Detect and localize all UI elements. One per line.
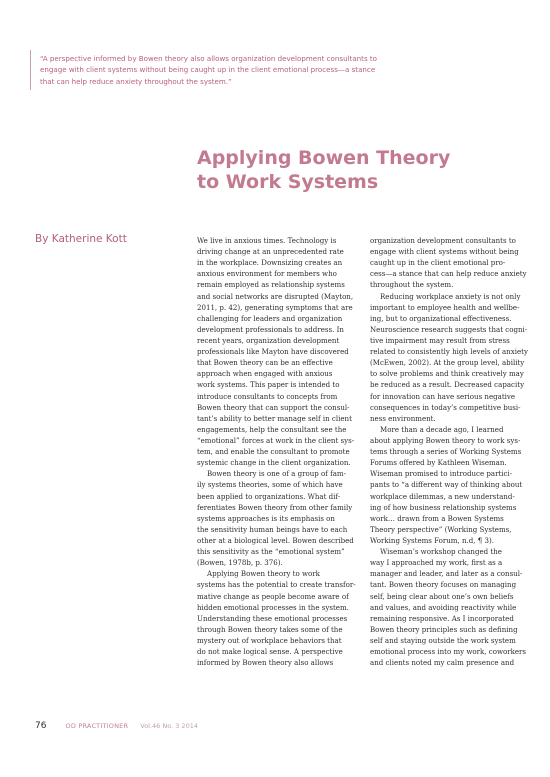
body-text-line: Wiseman’s workshop changed the [380,547,502,557]
body-text-line: approach when engaged with anxious [197,369,333,379]
body-text-line: hidden emotional processes in the system. [197,602,349,612]
body-text-line: recent years, organization development [197,335,340,345]
body-text-line: ness environment. [370,413,436,423]
body-text-line: Theory perspective” (Working Systems, [370,524,512,534]
body-text-line: self and staying outside the work system [370,635,516,645]
body-text-line: about applying Bowen theory to work sys- [370,435,521,445]
body-text-line: We live in anxious times. Technology is [197,236,337,245]
body-text-line: that Bowen theory can be an effective [197,358,333,368]
body-column-left [197,235,359,668]
article-title-line: Applying Bowen Theory [197,147,451,169]
body-text-line: way I approached my work, first as a [370,558,503,568]
body-text-line: throughout the system. [370,280,454,290]
body-text-line: remaining responsive. As I incorporated [370,613,514,623]
body-text-line: “emotional” forces at work in the client sys- [197,435,355,445]
body-text-line: be reduced as a result. Decreased capacity [370,380,525,390]
body-text-line: informed by Bowen theory also allows [197,658,334,668]
body-text-line: ily systems theories, some of which have [197,480,343,490]
body-text-line: systemic change in the client organization. [197,458,351,468]
body-text-line: professionals like Mayton have discovered [197,347,349,357]
body-text-line: systems has the potential to create transfor- [197,580,356,590]
body-text-line: (Bowen, 1978b, p. 376). [197,558,283,568]
body-text-line: 2011, p. 42), generating symptoms that are [197,302,353,312]
body-text-line: tems through a series of Working Systems [370,447,522,457]
body-text-line: been applied to organizations. What dif- [197,491,341,501]
body-text-line: Applying Bowen theory to work [207,569,320,579]
body-text-line: tant. Bowen theory focuses on managing [370,580,517,590]
body-text-line: development professionals to address. In [197,324,344,334]
body-text-line: caught up in the client emotional pro- [370,258,506,268]
body-text-line: tive impairment may result from stress [370,335,510,345]
body-column-right [370,235,532,668]
body-text-line: ing, but to organizational effectiveness. [370,313,512,323]
body-text-line: through Bowen theory takes some of the [197,624,343,634]
body-text-line: tem, and enable the consultant to promote [197,447,350,457]
body-text-line: in the workplace. Downsizing creates an [197,258,343,268]
body-text-line: other at a biological level. Bowen described [197,535,354,545]
body-text-line: cess—a stance that can help reduce anxiety [370,269,527,279]
body-text-line: mystery out of workplace behaviors that [197,635,342,645]
body-text-line: remain employed as relationship systems [197,280,345,290]
body-text-line: ferentiates Bowen theory from other family [197,502,353,512]
body-text-line: engagements, help the consultant see the [197,424,347,434]
pull-quote-line: engage with client systems without being caught up in the client emotional process—a stance [40,65,376,75]
body-text-line: systems approaches is its emphasis on [197,513,335,523]
body-text-line: consequences in today’s competitive busi- [370,402,521,412]
page-footer [35,713,198,732]
body-text-line: related to consistently high levels of anxiety [370,347,528,357]
body-text-line: manager and leader, and later as a consul- [370,569,523,579]
body-text-line: Forums offered by Kathleen Wiseman. [370,458,507,468]
page-number: 76 [35,721,47,731]
body-text-line: driving change at an unprecedented rate [197,247,344,257]
body-text-line: Understanding these emotional processes [197,613,348,623]
body-text-line: the sensitivity human beings have to each [197,524,348,534]
body-text-line: organization development consultants to [370,236,516,245]
body-text-line: for innovation can have serious negative [370,391,516,401]
body-text-line: Bowen theory that can support the consul- [197,402,350,412]
body-text-line: challenging for leaders and organization [197,313,343,323]
body-text-line: ing of how business relationship systems [370,502,517,512]
pull-quote-line: “A perspective informed by Bowen theory also allows organization development consultants to [40,54,378,63]
body-text-line: tant’s ability to better manage self in client [197,413,352,423]
body-text-line: and social networks are disrupted (Mayton, [197,291,354,301]
body-text-line: emotional process into my work, coworkers [370,647,527,657]
body-text-line: Bowen theory is one of a group of fam- [207,469,346,479]
body-text-line: Neuroscience research suggests that cogni- [370,324,528,334]
body-text-line: Reducing workplace anxiety is not only [380,291,521,301]
pull-quote-line: that can help reduce anxiety throughout the system.” [40,76,232,86]
byline: By Katherine Kott [35,233,127,245]
body-text-line: do not make logical sense. A perspective [197,647,343,657]
body-text-line: mative change as people become aware of [197,591,349,601]
body-text-line: workplace dilemmas, a new understand- [370,491,515,501]
body-text-line: Working Systems Forum, n.d, ¶ 3). [370,535,494,545]
body-text-line: engage with client systems without being [370,247,519,257]
body-text-line: More than a decade ago, I learned [380,424,504,434]
body-text-line: (McEwen, 2002). At the group level, ability [370,358,525,368]
body-text-line: pants to “a different way of thinking about [370,480,523,490]
body-text-line: self, being clear about one’s own beliefs [370,591,514,601]
body-text-line: to solve problems and think creatively may [370,369,524,379]
body-text-line: and clients noted my calm presence and [370,658,515,668]
body-text-line: work systems. This paper is intended to [197,380,340,390]
body-text-line: Bowen theory principles such as defining [370,624,518,634]
article-title [197,146,527,194]
pull-quote [30,50,380,90]
article-title-line: to Work Systems [197,171,379,193]
body-text-line: introduce consultants to concepts from [197,391,338,401]
body-text-line: Wiseman promised to introduce partici- [370,469,513,479]
body-text-line: this sensitivity as the “emotional system” [197,547,345,557]
journal-name: OD PRACTITIONER [65,722,129,730]
body-text-line: work… drawn from a Bowen Systems [370,513,504,523]
issue-info: Vol.46 No. 3 2014 [140,722,198,730]
body-text-line: anxious environment for members who [197,269,337,279]
body-text-line: important to employee health and wellbe- [370,302,520,312]
body-text-line: and values, and avoiding reactivity while [370,602,517,612]
